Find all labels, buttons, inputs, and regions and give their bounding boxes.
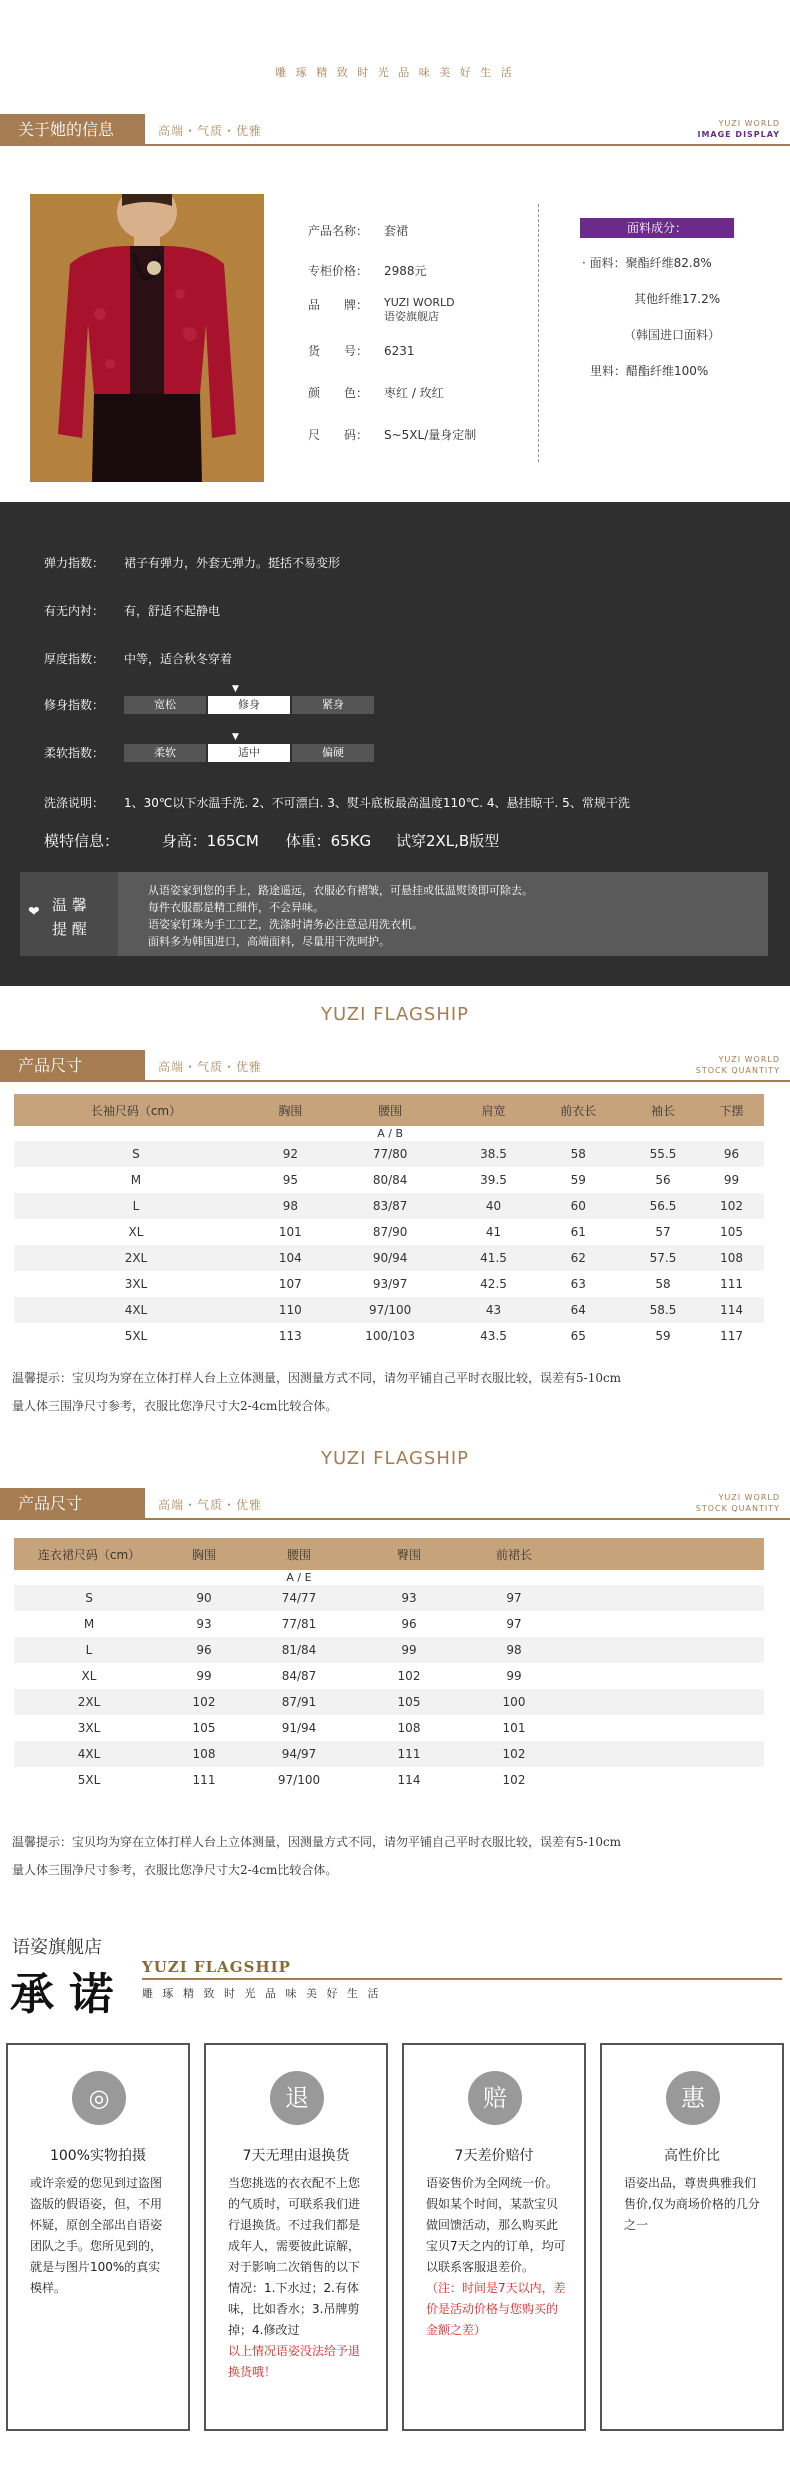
section-right-label: YUZI WORLD STOCK QUANTITY — [695, 1055, 780, 1075]
table-row: S 90 74/77 93 97 — [14, 1585, 764, 1611]
reminder-box — [20, 872, 768, 956]
fit-option-tight: 紧身 — [292, 696, 374, 714]
soft-option-medium: 适中 — [208, 744, 290, 762]
section-tagline: 高端・气质・优雅 — [158, 1498, 263, 1512]
info-row-price: 专柜价格： 2988元 — [308, 264, 427, 278]
table-row: 2XL 104 90/94 41.5 62 57.5 108 — [14, 1245, 764, 1271]
table-row: 3XL 105 91/94 108 101 — [77, 1721, 526, 1735]
section-tab: 关于她的信息 — [0, 114, 145, 146]
promise-en-title: YUZI FLAGSHIP — [142, 1958, 291, 1976]
table-subheader-row: A / B — [377, 1127, 403, 1140]
section-right-label: YUZI WORLD IMAGE DISPLAY — [697, 119, 780, 139]
promise-brand: 语姿旗舰店 — [12, 1937, 102, 1958]
soft-option-soft: 柔软 — [124, 744, 206, 762]
table-row: L 98 83/87 40 60 56.5 102 — [14, 1193, 764, 1219]
model-info: 模特信息： 身高：165CM 体重：65KG 试穿2XL,B版型 — [44, 832, 500, 850]
fabric-line-3: （韩国进口面料） — [624, 328, 721, 342]
table-header-row: 连衣裙尺码（cm） 胸围 腰围 臀围 前裙长 — [14, 1538, 764, 1570]
table-row: 4XL 110 97/100 43 64 58.5 114 — [14, 1297, 764, 1323]
fabric-title: 面料成分： — [580, 218, 734, 238]
fit-indicator-icon: ▼ — [232, 684, 239, 694]
fabric-line-1: · 面料：聚酯纤维82.8% — [582, 256, 712, 270]
promise-card-compensate: 赔 7天差价赔付 语姿售价为全网统一价。假如某个时间，某款宝贝做回馈活动，那么购买此宝贝7天之内的订单，均可以联系客服退差价。 （注：时间是7天以内，差价是活动价格与您购买的金额之差） — [402, 2043, 586, 2431]
info-divider — [538, 204, 539, 462]
fit-option-loose: 宽松 — [124, 696, 206, 714]
promise-line — [142, 1978, 782, 1980]
info-row-brand: 品 牌： YUZI WORLD 语姿旗舰店 — [308, 296, 455, 323]
section-tagline: 高端・气质・优雅 — [158, 1060, 263, 1074]
flagship-heading-1: YUZI FLAGSHIP — [320, 1004, 470, 1025]
elastic-row: 弹力指数： 裙子有弹力，外套无弹力。挺括不易变形 — [44, 556, 341, 570]
compensate-icon: 赔 — [468, 2071, 522, 2125]
heart-icon: ❤ — [28, 904, 40, 920]
table-row: M 93 77/81 96 97 — [83, 1617, 522, 1631]
fit-row: 修身指数： 宽松 修身 紧身 — [44, 696, 376, 714]
fabric-line-2: 其他纤维17.2% — [634, 292, 721, 306]
fit-scale — [124, 698, 376, 711]
benefit-icon: 惠 — [666, 2071, 720, 2125]
reminder-title: ❤ 温 馨 提 醒 — [20, 872, 118, 956]
table-row: XL 101 87/90 41 61 57 105 — [128, 1225, 743, 1239]
section-line — [145, 1518, 790, 1520]
lining-row: 有无内衬： 有，舒适不起静电 — [44, 604, 221, 618]
table-row: 5XL 111 97/100 114 102 — [77, 1773, 526, 1787]
soft-scale — [124, 746, 376, 759]
camera-icon: ◎ — [72, 2071, 126, 2125]
thickness-row: 厚度指数： 中等，适合秋冬穿着 — [44, 652, 233, 666]
table-row: L 96 81/84 99 98 — [14, 1637, 764, 1663]
info-row-size: 尺 码： S~5XL/量身定制 — [308, 428, 477, 442]
fabric-line-4: 里料：醋酯纤维100% — [590, 364, 709, 378]
model-figure-image — [30, 194, 264, 482]
info-row-color: 颜 色： 枣红 / 玫红 — [308, 386, 444, 400]
wash-row: 洗涤说明： 1、30℃以下水温手洗. 2、不可漂白. 3、熨斗底板最高温度110℃. 4、悬挂晾干. 5、常规干洗 — [44, 796, 630, 810]
fit-option-slim: 修身 — [208, 696, 290, 714]
promise-card-value: 惠 高性价比 语姿出品，尊贵典雅我们售价,仅为商场价格的几分之一 — [600, 2043, 784, 2431]
size-note-1: 温馨提示：宝贝均为穿在立体打样人台上立体测量，因测量方式不同，请勿平铺自己平时衣服比较，误差有5-10cm 量人体三围净尺寸参考，衣服比您净尺寸大2-4cm比较合体。 — [12, 1371, 622, 1413]
table-row: 4XL 108 94/97 111 102 — [14, 1741, 764, 1767]
return-icon: 退 — [270, 2071, 324, 2125]
section-line — [145, 144, 790, 146]
promise-title: 承 诺 — [10, 1969, 114, 2020]
flagship-heading-2: YUZI FLAGSHIP — [320, 1448, 470, 1469]
promise-card-return: 退 7天无理由退换货 当您挑选的衣衣配不上您的气质时，可联系我们进行退换货。不过我们都是成年人，需要彼此谅解，对于影响二次销售的以下情况：1.下水过；2.有体味，比如香水；3.吊牌剪掉；4.修改过 以上情况语姿没法给予退换货哦！ — [204, 2043, 388, 2431]
table-row: 2XL 102 87/91 105 100 — [14, 1689, 764, 1715]
section-bar-about — [0, 114, 790, 146]
info-row-name: 产品名称： 套裙 — [308, 224, 409, 238]
section-tab: 产品尺寸 — [0, 1488, 145, 1520]
section-tagline: 高端・气质・优雅 — [158, 124, 263, 138]
section-bar-size-2 — [0, 1488, 790, 1520]
info-row-sku: 货 号： 6231 — [308, 344, 415, 358]
size-table-dress — [14, 1538, 764, 1793]
table-row: M 95 80/84 39.5 59 56 99 — [130, 1173, 740, 1187]
section-line — [145, 1080, 790, 1082]
top-slogan: 雕 琢 精 致 时 光 品 味 美 好 生 活 — [275, 66, 515, 79]
table-header-row: 长袖尺码（cm） 胸围 腰围 肩宽 前衣长 袖长 下摆 — [14, 1094, 764, 1126]
table-subheader-row: A / E — [286, 1571, 312, 1584]
promise-card-photo: ◎ 100%实物拍摄 或许亲爱的您见到过盗图盗版的假语姿，但，不用怀疑，原创全部出自语姿团队之手。您所见到的，就是与图片100%的真实模样。 — [6, 2043, 190, 2431]
soft-option-hard: 偏硬 — [292, 744, 374, 762]
product-photo — [30, 194, 264, 482]
promise-slogan: 雕 琢 精 致 时 光 品 味 美 好 生 活 — [142, 1987, 382, 2000]
section-bar-size-1 — [0, 1050, 790, 1082]
section-tab: 产品尺寸 — [0, 1050, 145, 1082]
reminder-text: 从语姿家到您的手上，路途遥远，衣服必有褶皱，可悬挂或低温熨烫即可除去。 每件衣服都是精工细作，不会异味。 语姿家钉珠为手工工艺，洗涤时请务必注意忌用洗衣机。 面料多为韩国进口，高端面料，尽量用干洗呵护。 — [148, 884, 533, 948]
table-row: XL 99 84/87 102 99 — [81, 1669, 522, 1683]
table-row: 5XL 113 100/103 43.5 65 59 117 — [124, 1329, 743, 1343]
soft-indicator-icon: ▼ — [232, 732, 239, 742]
section-right-label: YUZI WORLD STOCK QUANTITY — [695, 1493, 780, 1513]
table-row: S 92 77/80 38.5 58 55.5 96 — [14, 1141, 764, 1167]
size-note-2: 温馨提示：宝贝均为穿在立体打样人台上立体测量，因测量方式不同，请勿平铺自己平时衣服比较，误差有5-10cm 量人体三围净尺寸参考，衣服比您净尺寸大2-4cm比较合体。 — [12, 1835, 622, 1877]
soft-row: 柔软指数： 柔软 适中 偏硬 — [44, 744, 376, 762]
size-table-jacket — [14, 1094, 764, 1349]
table-row: 3XL 107 93/97 42.5 63 58 111 — [124, 1277, 743, 1291]
